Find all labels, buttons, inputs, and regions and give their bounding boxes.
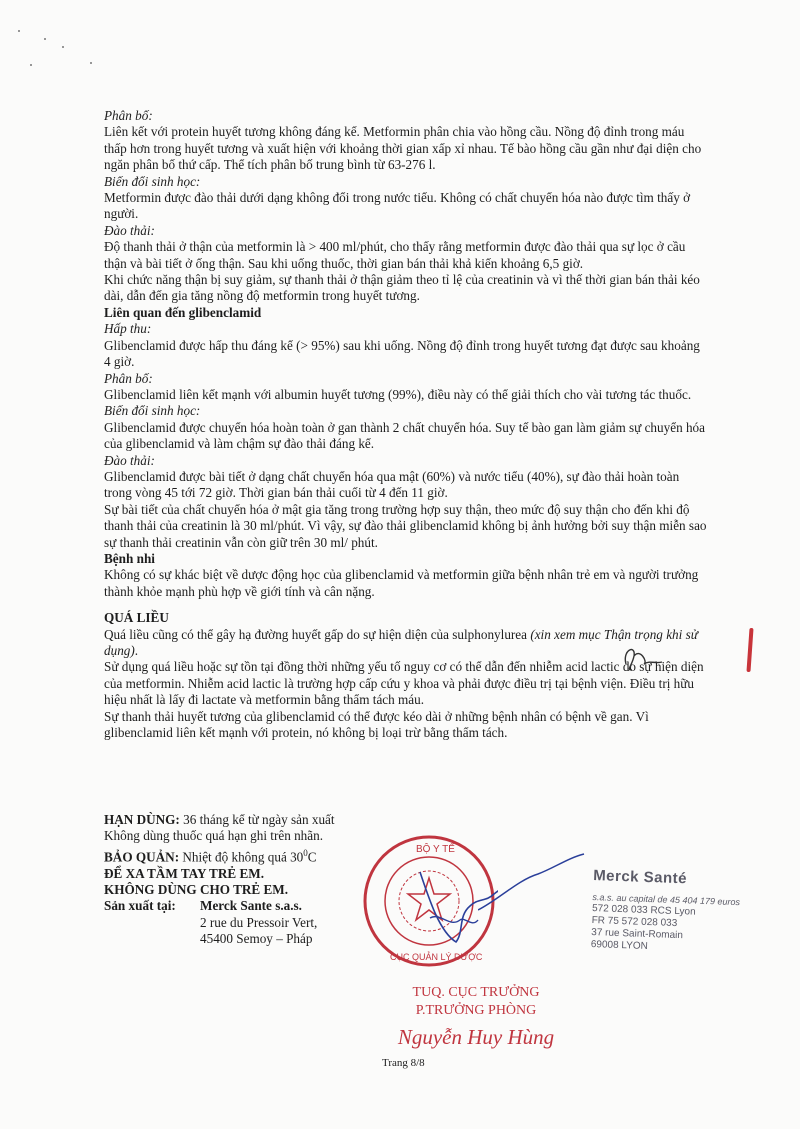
section-heading: Bệnh nhi	[104, 550, 155, 566]
merck-stamp: Merck Santé s.a.s. au capital de 45 404 179 euros 572 028 033 RCS Lyon FR 75 572 028 033 37 rue Saint-Romain 69008 LYON	[590, 867, 741, 953]
signature-block: TUQ. CỤC TRƯỞNG P.TRƯỞNG PHÒNG Nguyễn Huy Hùng	[397, 985, 555, 1049]
subheading: Hấp thu:	[104, 321, 152, 337]
subheading: Đào thải:	[104, 452, 155, 468]
section-heading: QUÁ LIỀU	[104, 610, 169, 626]
initials-mark	[618, 640, 668, 676]
red-margin-mark	[746, 628, 753, 672]
subheading: Phân bố:	[104, 370, 153, 386]
svg-text:CỤC QUẢN LÝ DƯỢC: CỤC QUẢN LÝ DƯỢC	[390, 952, 483, 962]
no-expired-use-line: Không dùng thuốc quá hạn ghi trên nhãn.	[104, 828, 324, 844]
paragraph: Glibenclamid được chuyển hóa hoàn toàn ở gan thành 2 chất chuyển hóa. Suy tế bào gan làm giảm sự chuyển hóa của glibenclamid và làm chậm sự đào thải đáng kể.	[104, 419, 705, 452]
paragraph: Độ thanh thải ở thận của metformin là > 400 ml/phút, cho thấy rằng metformin được đào thải qua sự lọc ở cầu thận và bài tiết ở ống thận. Sau khi uống thuốc, thời gian bán thải khả kiến khoảng 6,5 giờ.	[104, 239, 686, 271]
signature-stroke	[478, 850, 588, 920]
page-number: Trang 8/8	[382, 1057, 425, 1069]
paragraph: Glibenclamid liên kết mạnh với albumin huyết tương (99%), điều này có thể giải thích cho vài tương tác thuốc.	[104, 386, 692, 402]
scan-speck	[62, 46, 64, 48]
scan-speck	[18, 30, 20, 32]
manufacturer-address-1: 2 rue du Pressoir Vert,	[200, 914, 318, 930]
scan-speck	[30, 64, 32, 66]
paragraph: Sử dụng quá liều hoặc sự tồn tại đồng thời những yếu tố nguy cơ có thể dẫn đến nhiễm acid lactic do sự hiện diện của metformin. Nhiễm acid lactic là trường hợp cấp cứu y khoa và phải được điều trị tại bệnh viện. Điều trị hữu hiệu nhất là lấy đi lactate và metformin bằng thẩm tách máu.	[104, 659, 704, 708]
paragraph: Sự bài tiết của chất chuyển hóa ở mật gia tăng trong trường hợp suy thận, theo mức độ suy thận cho đến khi độ thanh thải của creatinin là 30 ml/phút. Vì vậy, sự đào thải glibenclamid không bị ảnh hưởng bởi suy thận miễn sao sự thanh thải creatinin vẫn còn giữ trên 30 ml/ phút.	[104, 501, 707, 550]
subheading: Biến đổi sinh học:	[104, 403, 201, 419]
paragraph: Glibenclamid được bài tiết ở dạng chất chuyển hóa qua mật (60%) và nước tiểu (40%), sự đào thải hoàn toàn trong vòng 45 tới 72 giờ. Thời gian bán thải cuối từ 4 đến 11 giờ.	[104, 468, 680, 501]
manufacturer-address-2: 45400 Semoy – Pháp	[200, 931, 313, 947]
scan-speck	[90, 62, 92, 64]
paragraph: Quá liều cũng có thể gây hạ đường huyết gấp do sự hiện diện của sulphonylurea (xin xem mục Thận trọng khi sử dụng).	[104, 626, 698, 658]
storage-info-block	[104, 812, 404, 948]
paragraph: Metformin được đào thải dưới dạng không đổi trong nước tiểu. Không có chất chuyển hóa nào được tìm thấy ở người.	[104, 190, 691, 222]
subheading: Biến đổi sinh học:	[104, 173, 201, 189]
manufacturer-row: Sản xuất tại: Merck Sante s.a.s.	[104, 898, 302, 914]
paragraph: Glibenclamid được hấp thu đáng kể (> 95%) sau khi uống. Nồng độ đỉnh trong huyết tương đạt được sau khoảng 4 giờ.	[104, 337, 700, 370]
paragraph: Không có sự khác biệt về dược động học của glibenclamid và metformin giữa bệnh nhân trẻ em và người trưởng thành khỏe mạnh phù hợp về giới tính và cân nặng.	[104, 567, 699, 599]
section-heading: Liên quan đến glibenclamid	[104, 304, 262, 320]
paragraph: Sự thanh thải huyết tương của glibenclamid có thể được kéo dài ở những bệnh nhân có bệnh về gan. Vì glibenclamid liên kết mạnh với protein, nó không bị loại trừ bằng thẩm tách.	[104, 708, 649, 741]
not-for-children-warning: KHÔNG DÙNG CHO TRẺ EM.	[104, 882, 289, 898]
keep-away-warning: ĐỂ XA TẦM TAY TRẺ EM.	[104, 865, 264, 881]
storage-line: BẢO QUẢN: Nhiệt độ không quá $30^0C$	[104, 847, 317, 865]
svg-text:BỘ Y TẾ: BỘ Y TẾ	[416, 844, 455, 855]
paragraph: Khi chức năng thận bị suy giảm, sự thanh thải ở thận giảm theo tỉ lệ của creatinin và vì thế thời gian bán thải kéo dài, dẫn đến gia tăng nồng độ metformin trong huyết tương.	[104, 272, 700, 304]
section-spacer	[104, 600, 708, 610]
expiry-line: HẠN DÙNG: 36 tháng kể từ ngày sản xuất	[104, 812, 335, 827]
subheading: Đào thải:	[104, 222, 155, 238]
subheading: Phân bố:	[104, 108, 153, 123]
paragraph: Liên kết với protein huyết tương không đáng kể. Metformin phân chia vào hồng cầu. Nồng độ đỉnh trong máu thấp hơn trong huyết tương và xuất hiện với khoảng thời gian xấp xỉ nhau. Tế bào hồng cầu gần như đại diện cho ngăn phân bố thứ cấp. Thể tích phân bố trung bình từ 63-276 l.	[104, 124, 702, 173]
scan-speck	[44, 38, 46, 40]
